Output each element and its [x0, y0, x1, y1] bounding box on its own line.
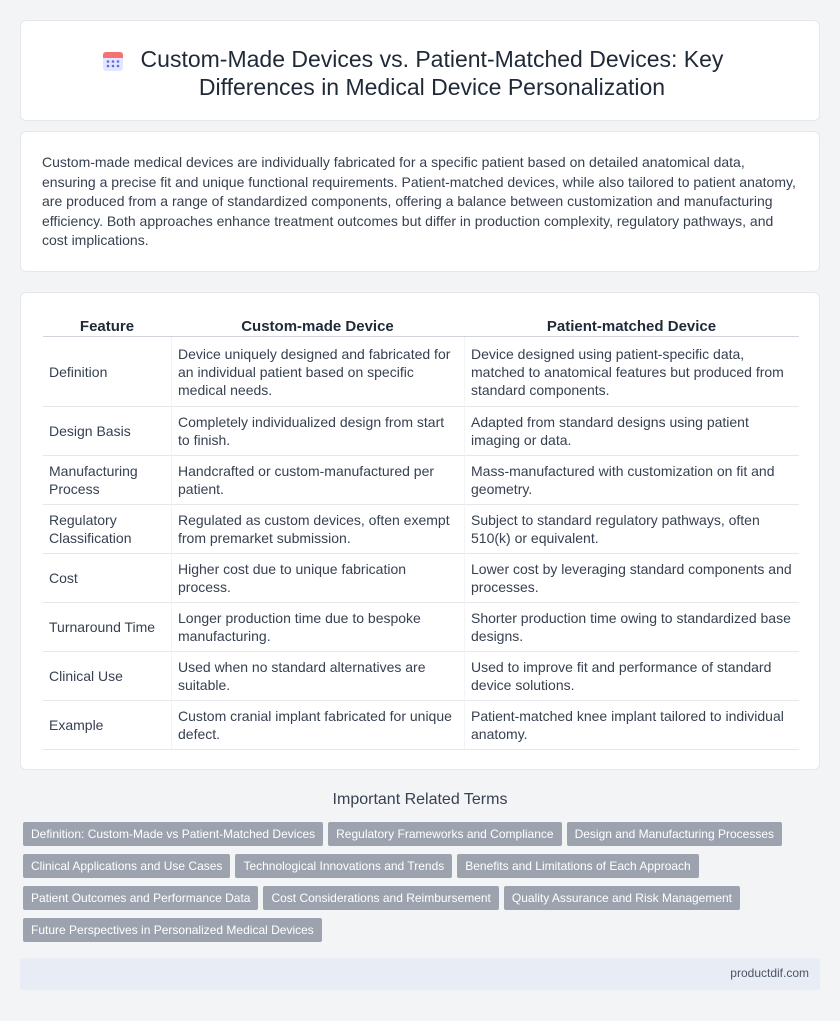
related-tag[interactable]: Patient Outcomes and Performance Data [23, 886, 258, 910]
header-feature: Feature [43, 316, 171, 337]
custom-cell: Device uniquely designed and fabricated for an individual patient based on specific medical needs. [171, 337, 464, 407]
custom-cell: Handcrafted or custom-manufactured per patient. [171, 456, 464, 505]
table-header-row [43, 316, 799, 337]
feature-cell: Cost [43, 554, 171, 603]
related-tag[interactable]: Definition: Custom-Made vs Patient-Matched Devices [23, 822, 323, 846]
related-tags [23, 822, 813, 950]
intro-card [20, 131, 820, 272]
table-row [43, 701, 799, 750]
table-row [43, 652, 799, 701]
custom-cell: Regulated as custom devices, often exempt from premarket submission. [171, 505, 464, 554]
feature-cell: Turnaround Time [43, 603, 171, 652]
related-tag[interactable]: Clinical Applications and Use Cases [23, 854, 230, 878]
related-tag[interactable]: Technological Innovations and Trends [235, 854, 452, 878]
page-title: Custom-Made Devices vs. Patient-Matched Devices: Key Differences in Medical Device Personalization [140, 46, 724, 100]
matched-cell: Mass-manufactured with customization on fit and geometry. [464, 456, 799, 505]
related-tag[interactable]: Quality Assurance and Risk Management [504, 886, 740, 910]
matched-cell: Used to improve fit and performance of standard device solutions. [464, 652, 799, 701]
feature-cell: Example [43, 701, 171, 750]
custom-cell: Completely individualized design from start to finish. [171, 407, 464, 456]
related-tag[interactable]: Design and Manufacturing Processes [567, 822, 782, 846]
related-tag[interactable]: Future Perspectives in Personalized Medical Devices [23, 918, 322, 942]
footer [20, 958, 820, 990]
custom-cell: Used when no standard alternatives are suitable. [171, 652, 464, 701]
matched-cell: Subject to standard regulatory pathways, often 510(k) or equivalent. [464, 505, 799, 554]
custom-cell: Longer production time due to bespoke manufacturing. [171, 603, 464, 652]
related-terms-title: Important Related Terms [332, 791, 508, 808]
related-tag[interactable]: Benefits and Limitations of Each Approach [457, 854, 698, 878]
comparison-card [20, 292, 820, 770]
feature-cell: Clinical Use [43, 652, 171, 701]
header-matched: Patient-matched Device [464, 316, 799, 337]
table-row [43, 407, 799, 456]
related-tag[interactable]: Regulatory Frameworks and Compliance [328, 822, 561, 846]
table-row [43, 505, 799, 554]
title-card [20, 20, 820, 121]
feature-cell: Definition [43, 337, 171, 407]
intro-paragraph: Custom-made medical devices are individually fabricated for a specific patient based on detailed anatomical data, ensuring a precise fit and unique functional requirements. Patient-matched devices, while also tailored to patient anatomy, are produced from a range of standardized components, offering a balance between customization and manufacturing efficiency. Both approaches enhance treatment outcomes but differ in production complexity, regulatory pathways, and cost implications. [42, 154, 796, 249]
custom-cell: Custom cranial implant fabricated for unique defect. [171, 701, 464, 750]
table-row [43, 337, 799, 407]
header-custom: Custom-made Device [171, 316, 464, 337]
related-tag[interactable]: Cost Considerations and Reimbursement [263, 886, 498, 910]
comparison-table [43, 316, 799, 750]
footer-site-link[interactable]: productdif.com [730, 966, 809, 980]
matched-cell: Device designed using patient-specific data, matched to anatomical features but produced from standard components. [464, 337, 799, 407]
custom-cell: Higher cost due to unique fabrication process. [171, 554, 464, 603]
matched-cell: Shorter production time owing to standardized base designs. [464, 603, 799, 652]
table-row [43, 456, 799, 505]
table-row [43, 603, 799, 652]
matched-cell: Adapted from standard designs using patient imaging or data. [464, 407, 799, 456]
feature-cell: Regulatory Classification [43, 505, 171, 554]
matched-cell: Lower cost by leveraging standard components and processes. [464, 554, 799, 603]
feature-cell: Design Basis [43, 407, 171, 456]
matched-cell: Patient-matched knee implant tailored to individual anatomy. [464, 701, 799, 750]
table-row [43, 554, 799, 603]
feature-cell: Manufacturing Process [43, 456, 171, 505]
